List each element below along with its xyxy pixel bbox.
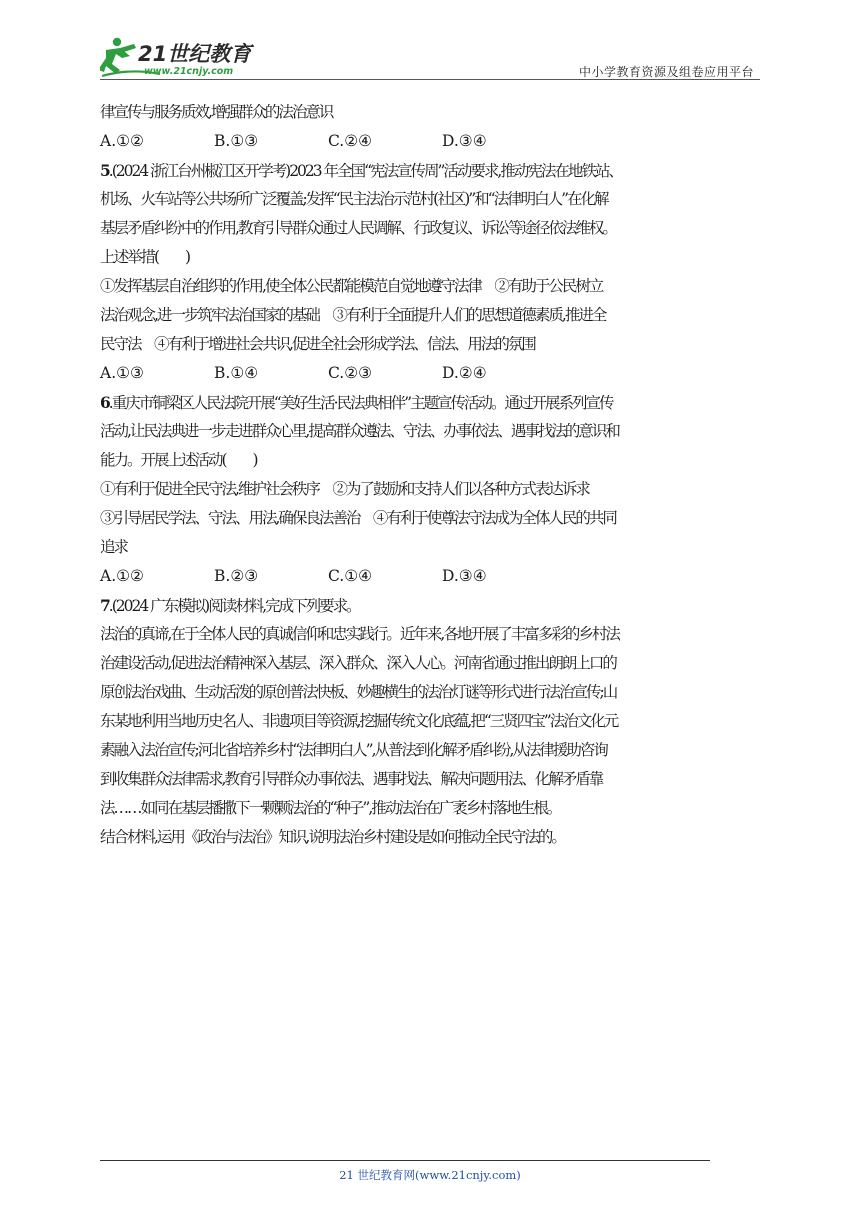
question-5-line-7: 民守法 ④有利于增进社会共识,促进全社会形成学法、信法、用法的氛围: [100, 335, 535, 353]
question-5-line-2: 机场、火车站等公共场所广泛覆盖;发挥“民主法治示范村(社区)”和“法律明白人”在化解: [100, 190, 608, 208]
question-6-line-3: 能力。开展上述活动( ): [100, 451, 257, 469]
page-header: [100, 30, 760, 80]
option-d: D.③④: [442, 132, 487, 150]
question-5-line-4: 上述举措( ): [100, 248, 190, 266]
material-line-3: 原创法治戏曲、生动活泼的原创普法快板、妙趣横生的法治灯谜等形式进行法治宣传;山: [100, 683, 617, 701]
question-5: [100, 156, 765, 388]
logo-text: 21世纪教育: [138, 42, 252, 66]
option-a: A.①②: [100, 132, 144, 150]
question-6-options: [100, 562, 765, 591]
option-c: C.①④: [328, 567, 373, 585]
option-c: C.②④: [328, 132, 373, 150]
question-5-line-1: [100, 156, 765, 185]
option-a: A.①③: [100, 364, 144, 382]
material-line-7: 法……如同在基层播撒下一颗颗法治的“种子”,推动法治在广袤乡村落地生根。: [100, 799, 561, 817]
question-7-heading: [100, 591, 765, 620]
question-number: 5: [100, 161, 109, 180]
material-line-4: 东某地利用当地历史名人、非遗项目等资源,挖掘传统文化底蕴,把“三贤四宝”法治文化元: [100, 712, 618, 730]
question-6-line-6: 追求: [100, 538, 128, 556]
option-b: B.①④: [214, 364, 259, 382]
document-body: [100, 98, 765, 852]
option-b: B.①③: [214, 132, 259, 150]
logo-url: www.21cnjy.com: [144, 66, 234, 77]
question-6-line-5: ③引导居民学法、守法、用法,确保良法善治 ④有利于使尊法守法成为全体人民的共同: [100, 509, 616, 527]
question-5-options: [100, 359, 765, 388]
material-line-5: 素融入法治宣传;河北省培养乡村“法律明白人”,从普法到化解矛盾纠纷,从法律援助咨询: [100, 741, 607, 759]
option-c: C.②③: [328, 364, 373, 382]
material-line-6: 到收集群众法律需求,教育引导群众办事依法、遇事找法、解决问题用法、化解矛盾靠: [100, 770, 603, 788]
question-6-line-2: 活动,让民法典进一步走进群众心里,提高群众遵法、守法、办事依法、遇事找法的意识和: [100, 422, 619, 440]
question-6-line-4: ①有利于促进全民守法,维护社会秩序 ②为了鼓励和支持人们以各种方式表达诉求: [100, 480, 589, 498]
running-figure-logo-icon: [100, 34, 260, 80]
question-6: [100, 388, 765, 591]
header-divider: [100, 79, 760, 80]
page-footer[interactable]: 21 世纪教育网(www.21cnjy.com): [339, 1168, 521, 1182]
question-6-line-1: [100, 388, 765, 417]
option-b: B.②③: [214, 567, 259, 585]
question-7-requirement: 结合材料,运用《政治与法治》知识,说明法治乡村建设是如何推动全民守法的。: [100, 828, 565, 846]
question-5-line-6: 法治观念,进一步筑牢法治国家的基础 ③有利于全面提升人们的思想道德素质,推进全: [100, 306, 606, 324]
question-number: 6: [100, 393, 109, 412]
footer-divider: [100, 1160, 710, 1161]
material-line-1: 法治的真谛,在于全体人民的真诚信仰和忠实践行。近年来,各地开展了丰富多彩的乡村法: [100, 625, 619, 643]
previous-question-options: [100, 127, 765, 156]
previous-question-tail: 律宣传与服务质效,增强群众的法治意识: [100, 103, 333, 121]
material-line-2: 治建设活动,促进法治精神深入基层、深入群众、深入人心。河南省通过推出朗朗上口的: [100, 654, 616, 672]
option-d: D.③④: [442, 567, 487, 585]
question-text: .(2024 广东模拟)阅读材料,完成下列要求。: [108, 597, 360, 615]
question-number: 7: [100, 596, 109, 615]
question-5-line-3: 基层矛盾纠纷中的作用,教育引导群众通过人民调解、行政复议、诉讼等途径依法维权。: [100, 219, 616, 237]
platform-label: 中小学教育资源及组卷应用平台: [578, 65, 754, 79]
question-7: [100, 591, 765, 852]
option-a: A.①②: [100, 567, 144, 585]
question-text: .重庆市铜梁区人民法院开展“美好生活·民法典相伴”主题宣传活动。通过开展系列宣传: [108, 394, 613, 412]
question-text: .(2024 浙江台州椒江区开学考)2023 年全国“宪法宣传周”活动要求,推动宪法在地铁站、: [108, 162, 622, 180]
site-logo[interactable]: [100, 34, 260, 80]
option-d: D.②④: [442, 364, 487, 382]
question-5-line-5: ①发挥基层自治组织的作用,使全体公民都能模范自觉地遵守法律 ②有助于公民树立: [100, 277, 603, 295]
